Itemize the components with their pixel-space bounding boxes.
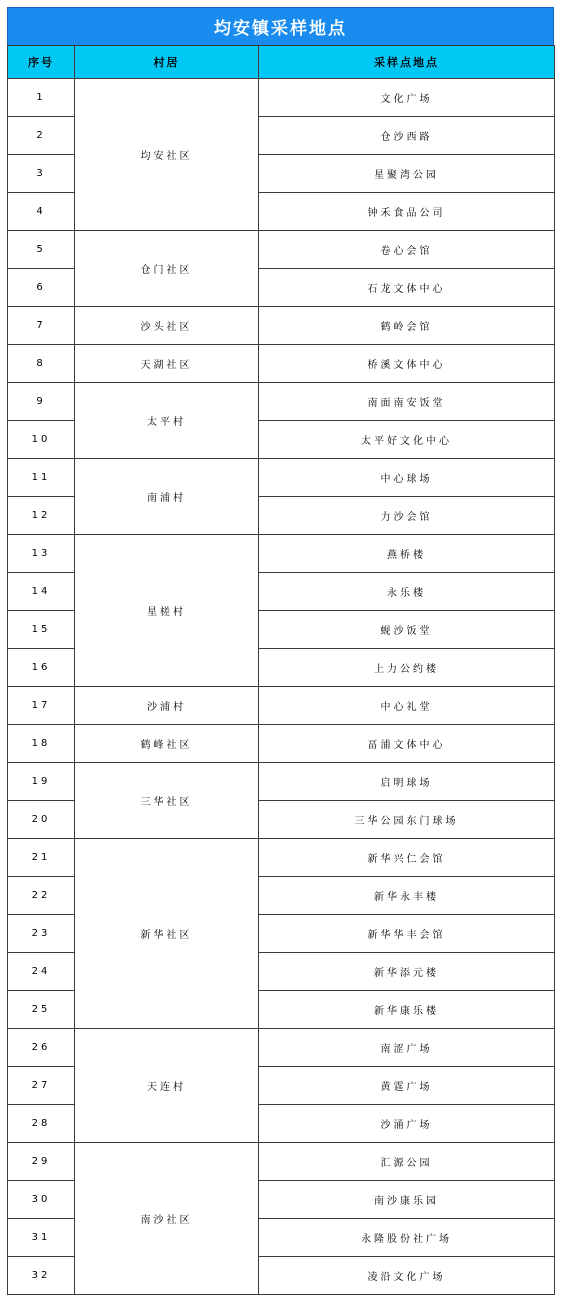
- header-row: [8, 46, 555, 79]
- row-index: 11: [8, 459, 75, 497]
- table-row: [8, 1143, 555, 1181]
- village-cell: 仓门社区: [75, 231, 259, 307]
- village-cell: 南沙社区: [75, 1143, 259, 1295]
- row-index: 27: [8, 1067, 75, 1105]
- site-cell: 永隆股份社广场: [259, 1219, 555, 1257]
- site-cell: 三华公园东门球场: [259, 801, 555, 839]
- site-cell: 星聚湾公园: [259, 155, 555, 193]
- row-index: 19: [8, 763, 75, 801]
- site-cell: 新华兴仁会馆: [259, 839, 555, 877]
- site-cell: 南涩广场: [259, 1029, 555, 1067]
- village-cell: 新华社区: [75, 839, 259, 1029]
- table-row: [8, 763, 555, 801]
- table-row: [8, 459, 555, 497]
- site-cell: 燕桥楼: [259, 535, 555, 573]
- site-cell: 黄霆广场: [259, 1067, 555, 1105]
- row-index: 31: [8, 1219, 75, 1257]
- table-row: [8, 535, 555, 573]
- row-index: 4: [8, 193, 75, 231]
- sites-table: [7, 45, 555, 1295]
- village-cell: 南浦村: [75, 459, 259, 535]
- table-row: [8, 383, 555, 421]
- site-cell: 新华华丰会馆: [259, 915, 555, 953]
- row-index: 29: [8, 1143, 75, 1181]
- header-index: 序号: [8, 46, 75, 79]
- site-cell: 新华康乐楼: [259, 991, 555, 1029]
- site-cell: 太平好文化中心: [259, 421, 555, 459]
- row-index: 32: [8, 1257, 75, 1295]
- site-cell: 汇源公园: [259, 1143, 555, 1181]
- row-index: 20: [8, 801, 75, 839]
- row-index: 23: [8, 915, 75, 953]
- row-index: 2: [8, 117, 75, 155]
- row-index: 16: [8, 649, 75, 687]
- site-cell: 石龙文体中心: [259, 269, 555, 307]
- row-index: 28: [8, 1105, 75, 1143]
- site-cell: 上力公约楼: [259, 649, 555, 687]
- table-row: [8, 725, 555, 763]
- village-cell: 太平村: [75, 383, 259, 459]
- row-index: 24: [8, 953, 75, 991]
- site-cell: 凌沿文化广场: [259, 1257, 555, 1295]
- header-site: 采样点地点: [259, 46, 555, 79]
- table-body: [8, 79, 555, 1295]
- row-index: 30: [8, 1181, 75, 1219]
- village-cell: 沙浦村: [75, 687, 259, 725]
- site-cell: 仓沙西路: [259, 117, 555, 155]
- site-cell: 畐浦文体中心: [259, 725, 555, 763]
- site-cell: 南面南安饭堂: [259, 383, 555, 421]
- site-cell: 中心球场: [259, 459, 555, 497]
- row-index: 7: [8, 307, 75, 345]
- row-index: 26: [8, 1029, 75, 1067]
- village-cell: 均安社区: [75, 79, 259, 231]
- table-row: [8, 231, 555, 269]
- row-index: 3: [8, 155, 75, 193]
- row-index: 6: [8, 269, 75, 307]
- site-cell: 新华永丰楼: [259, 877, 555, 915]
- row-index: 22: [8, 877, 75, 915]
- village-cell: 天湖社区: [75, 345, 259, 383]
- village-cell: 鹤峰社区: [75, 725, 259, 763]
- row-index: 21: [8, 839, 75, 877]
- site-cell: 文化广场: [259, 79, 555, 117]
- site-cell: 钟禾食品公司: [259, 193, 555, 231]
- table-row: [8, 839, 555, 877]
- site-cell: 启明球场: [259, 763, 555, 801]
- village-cell: 天连村: [75, 1029, 259, 1143]
- site-cell: 新华添元楼: [259, 953, 555, 991]
- row-index: 25: [8, 991, 75, 1029]
- table-row: [8, 307, 555, 345]
- row-index: 8: [8, 345, 75, 383]
- row-index: 13: [8, 535, 75, 573]
- row-index: 5: [8, 231, 75, 269]
- table-title: 均安镇采样地点: [7, 7, 554, 45]
- site-cell: 鹤岭会馆: [259, 307, 555, 345]
- site-cell: 卷心会馆: [259, 231, 555, 269]
- site-cell: 蚬沙饭堂: [259, 611, 555, 649]
- site-cell: 力沙会馆: [259, 497, 555, 535]
- site-cell: 桥溪文体中心: [259, 345, 555, 383]
- table-row: [8, 687, 555, 725]
- village-cell: 沙头社区: [75, 307, 259, 345]
- sampling-sites-sheet: [7, 7, 554, 1295]
- site-cell: 永乐楼: [259, 573, 555, 611]
- table-row: [8, 345, 555, 383]
- row-index: 10: [8, 421, 75, 459]
- row-index: 17: [8, 687, 75, 725]
- table-row: [8, 79, 555, 117]
- site-cell: 沙涌广场: [259, 1105, 555, 1143]
- header-village: 村居: [75, 46, 259, 79]
- row-index: 18: [8, 725, 75, 763]
- row-index: 9: [8, 383, 75, 421]
- row-index: 12: [8, 497, 75, 535]
- site-cell: 中心礼堂: [259, 687, 555, 725]
- row-index: 1: [8, 79, 75, 117]
- village-cell: 三华社区: [75, 763, 259, 839]
- site-cell: 南沙康乐园: [259, 1181, 555, 1219]
- row-index: 14: [8, 573, 75, 611]
- row-index: 15: [8, 611, 75, 649]
- table-row: [8, 1029, 555, 1067]
- village-cell: 星槎村: [75, 535, 259, 687]
